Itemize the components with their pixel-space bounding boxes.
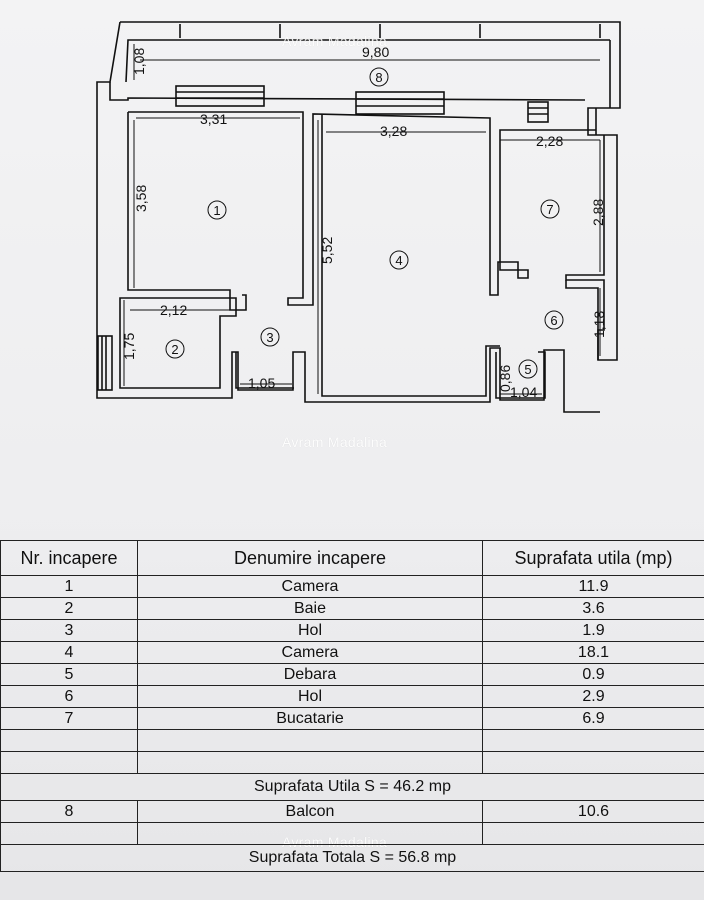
dim-room7-height: 2,88	[590, 198, 606, 226]
room-name-cell: Debara	[138, 664, 483, 686]
room-area-cell: 0.9	[483, 664, 704, 686]
room-name-cell: Hol	[138, 620, 483, 642]
table-row	[1, 576, 704, 598]
room-name-cell: Camera	[138, 642, 483, 664]
total-area: Suprafata Totala S = 56.8 mp	[1, 845, 704, 872]
header-room-number: Nr. incapere	[1, 541, 138, 576]
room-area-cell: 11.9	[483, 576, 704, 598]
dim-room2-width: 2,12	[160, 302, 188, 318]
table-row	[1, 686, 704, 708]
dim-room1-height: 3,58	[133, 184, 149, 212]
total-area-row	[1, 845, 704, 872]
table-header-row	[1, 541, 704, 576]
watermark-bottom: Avram Madalina	[282, 834, 388, 850]
table-row	[1, 708, 704, 730]
room-number-7: 7	[546, 202, 554, 217]
dim-balcony-depth: 1,08	[131, 47, 147, 75]
useful-area-total-row	[1, 774, 704, 801]
room-number-cell: 3	[1, 620, 138, 642]
room-number-5: 5	[524, 362, 532, 377]
dim-balcony-length: 9,80	[362, 44, 390, 60]
balcony-name: Balcon	[138, 801, 483, 823]
dim-room7-width: 2,28	[536, 133, 564, 149]
dim-hall6-height: 1,18	[591, 310, 607, 338]
table-row	[1, 598, 704, 620]
watermark-middle: Avram Madalina	[282, 434, 388, 450]
dimension-lines	[124, 44, 600, 394]
room-number-cell: 7	[1, 708, 138, 730]
room-number-cell: 4	[1, 642, 138, 664]
room-number-cell: 5	[1, 664, 138, 686]
useful-area-total: Suprafata Utila S = 46.2 mp	[1, 774, 704, 801]
room-number-3: 3	[266, 330, 274, 345]
balcony-number: 8	[1, 801, 138, 823]
dim-room2-height: 1,75	[121, 332, 137, 360]
header-useful-area: Suprafata utila (mp)	[483, 541, 704, 576]
table-row	[1, 642, 704, 664]
room-area-cell: 2.9	[483, 686, 704, 708]
table-empty-row	[1, 752, 704, 774]
watermark-top: Avram Madalina	[282, 33, 388, 49]
room-number-4: 4	[395, 253, 403, 268]
room-name-cell: Bucatarie	[138, 708, 483, 730]
dim-closet-height: 0,86	[497, 364, 513, 392]
room-name-cell: Hol	[138, 686, 483, 708]
room-number-cell: 6	[1, 686, 138, 708]
dim-room4-height: 5,52	[319, 236, 335, 264]
room-area-cell: 6.9	[483, 708, 704, 730]
table-row	[1, 620, 704, 642]
table-empty-row	[1, 823, 704, 845]
dim-room4-width: 3,28	[380, 123, 408, 139]
balcony-row	[1, 801, 704, 823]
room-number-6: 6	[550, 313, 558, 328]
dim-room1-width: 3,31	[200, 111, 228, 127]
room-number-cell: 1	[1, 576, 138, 598]
room-number-1: 1	[213, 203, 221, 218]
room-number-8: 8	[375, 70, 383, 85]
table-empty-row	[1, 730, 704, 752]
room-name-cell: Baie	[138, 598, 483, 620]
room-name-cell: Camera	[138, 576, 483, 598]
table-body	[1, 576, 704, 730]
room-number-cell: 2	[1, 598, 138, 620]
header-room-name: Denumire incapere	[138, 541, 483, 576]
dim-closet-width: 1,04	[510, 384, 538, 400]
room-area-cell: 18.1	[483, 642, 704, 664]
balcony-area: 10.6	[483, 801, 704, 823]
room-number-2: 2	[171, 342, 179, 357]
room-area-cell: 3.6	[483, 598, 704, 620]
room-area-cell: 1.9	[483, 620, 704, 642]
table-row	[1, 664, 704, 686]
area-table	[0, 540, 704, 872]
dim-hall-width: 1,05	[248, 375, 276, 391]
